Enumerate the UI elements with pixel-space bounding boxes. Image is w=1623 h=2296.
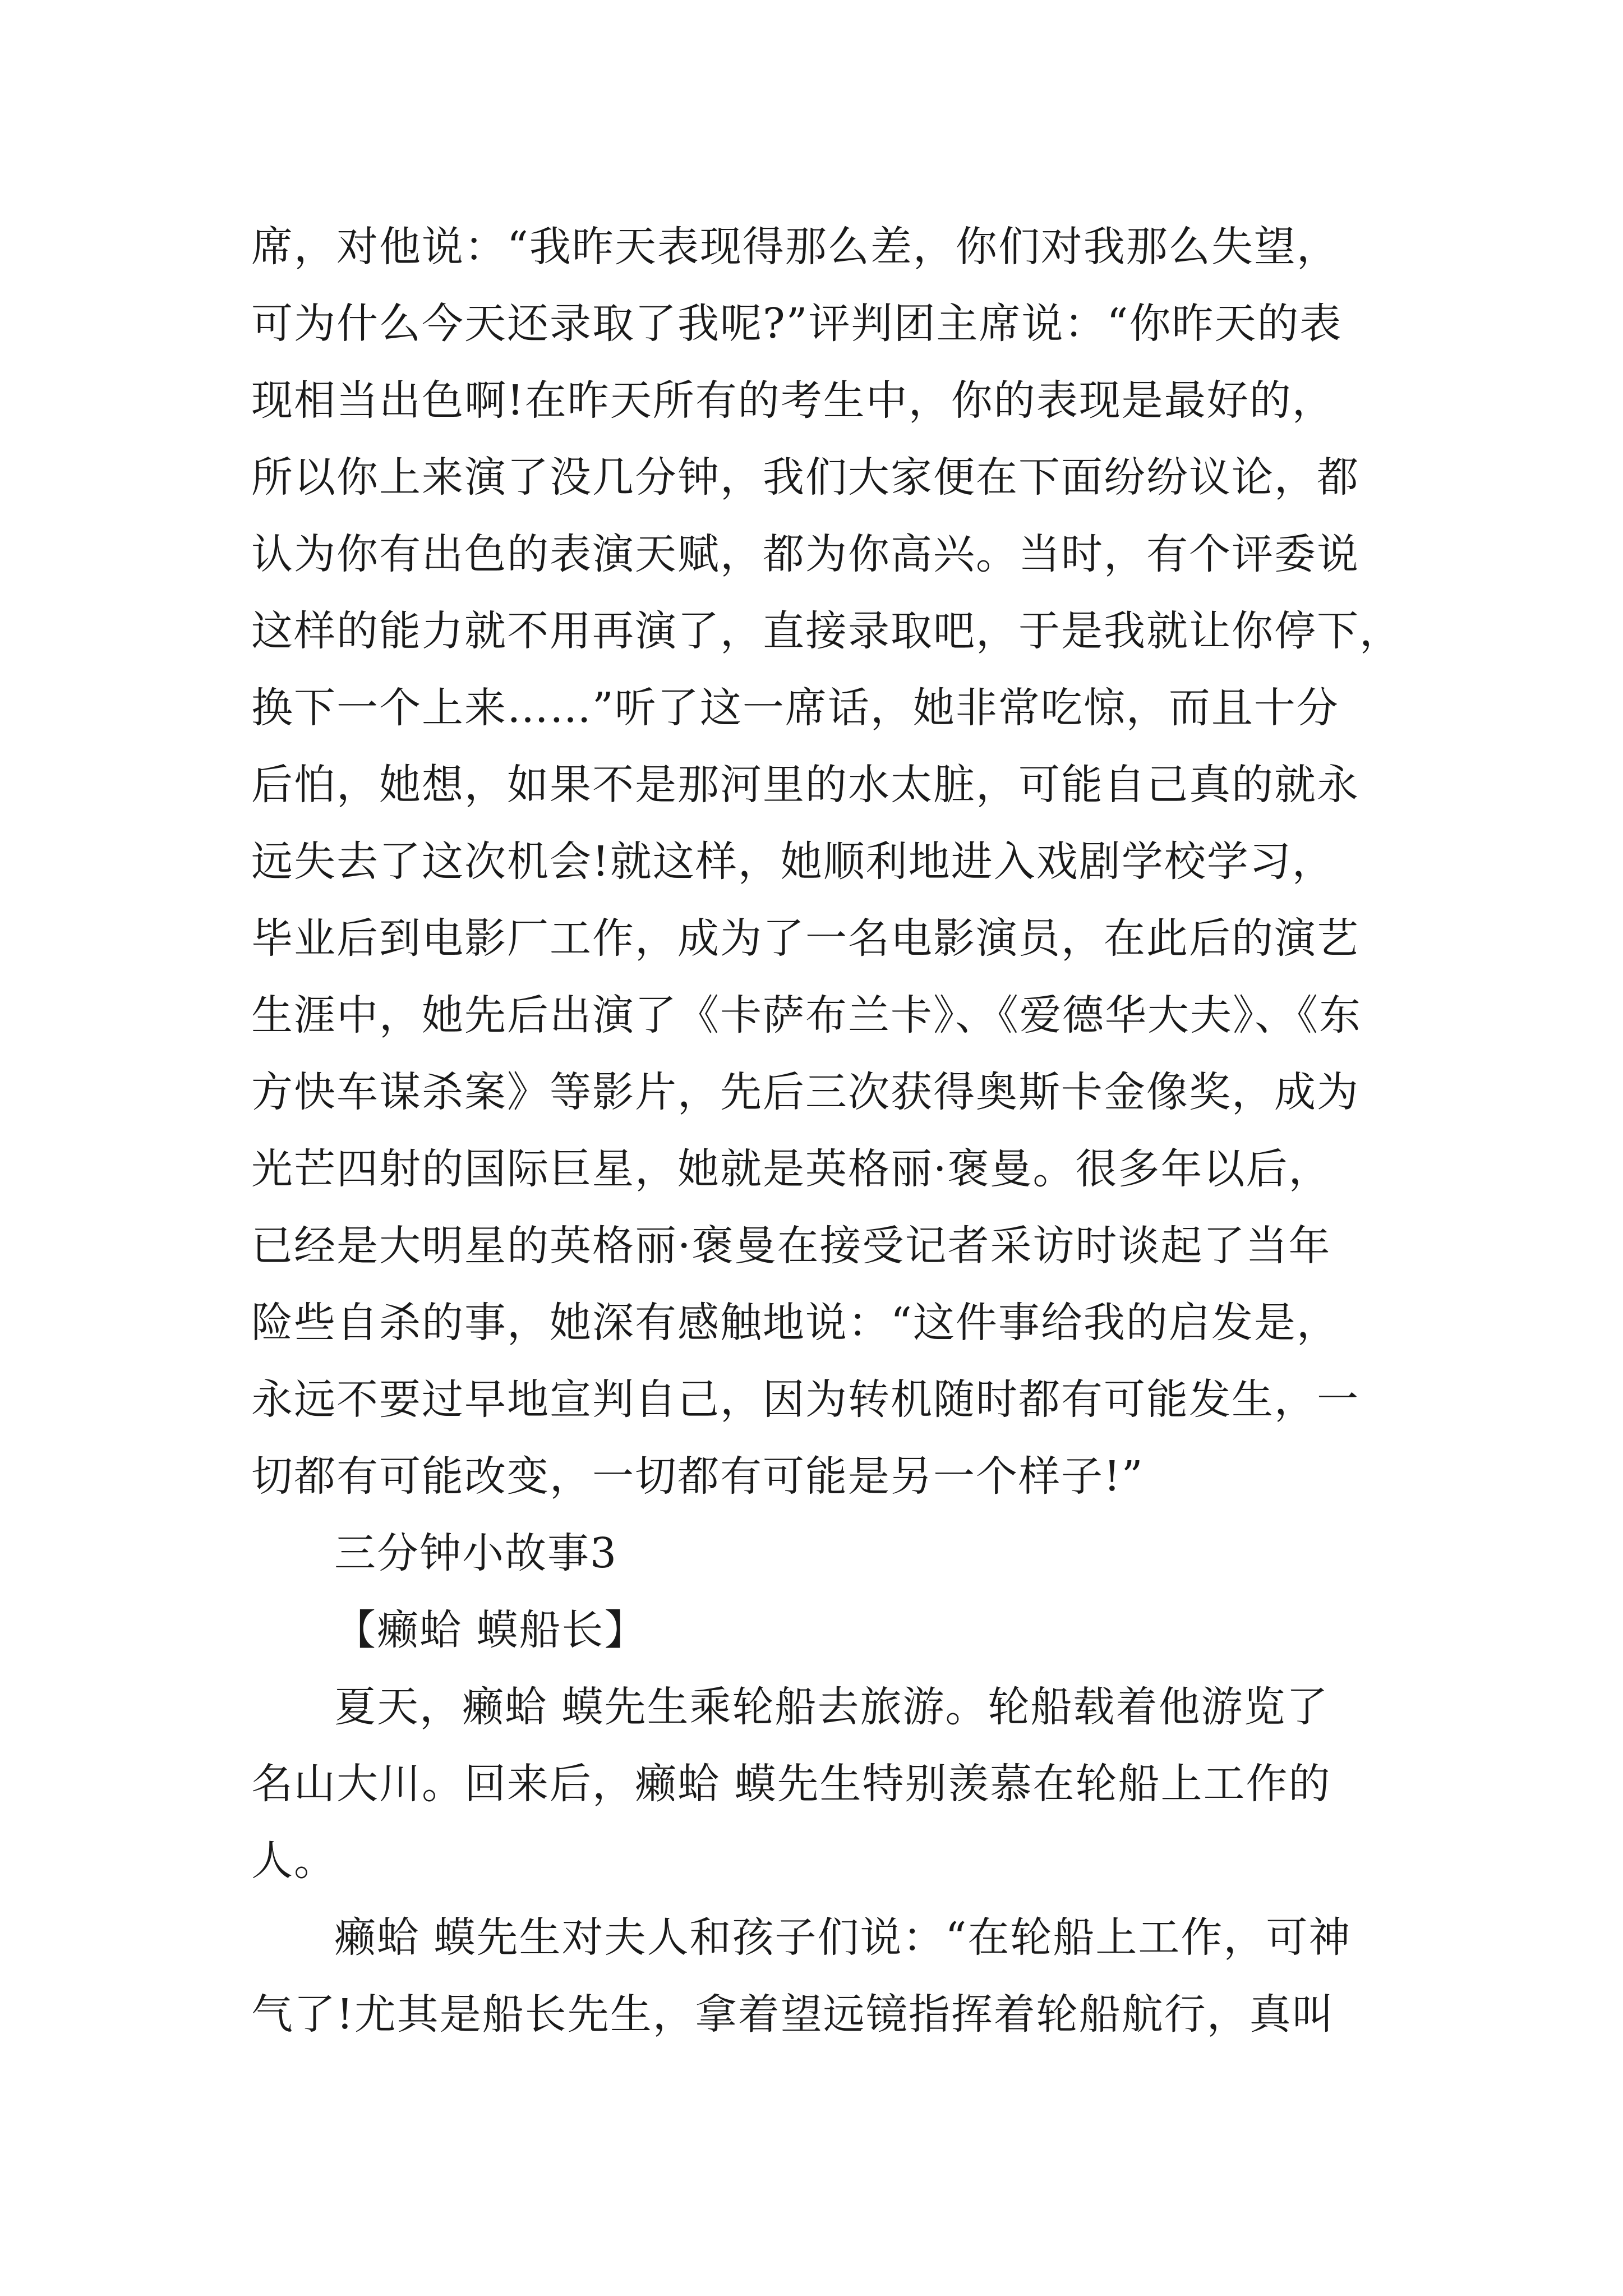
section-heading: 三分钟小故事3 bbox=[334, 1529, 618, 1577]
paragraph-line: 险些自杀的事，她深有感触地说：“这件事给我的启发是， bbox=[251, 1299, 1339, 1347]
paragraph-line: 席，对他说：“我昨天表现得那么差，你们对我那么失望， bbox=[251, 223, 1339, 271]
paragraph-line: 后怕，她想，如果不是那河里的水太脏，可能自己真的就永 bbox=[251, 761, 1359, 809]
paragraph-line: 所以你上来演了没几分钟，我们大家便在下面纷纷议论，都 bbox=[251, 453, 1359, 501]
paragraph-line: 人。 bbox=[251, 1837, 336, 1885]
paragraph-line: 现相当出色啊!在昨天所有的考生中，你的表现是最好的， bbox=[251, 376, 1335, 425]
paragraph-line: 认为你有出色的表演天赋，都为你高兴。当时，有个评委说 bbox=[251, 530, 1359, 578]
paragraph-line: 生涯中，她先后出演了《卡萨布兰卡》、《爱德华大夫》、《东 bbox=[251, 991, 1362, 1039]
paragraph-line: 癞蛤 蟆先生对夫人和孩子们说：“在轮船上工作，可神 bbox=[334, 1913, 1352, 1962]
paragraph-line: 已经是大明星的英格丽·褒曼在接受记者采访时谈起了当年 bbox=[251, 1222, 1331, 1270]
story-title: 【癞蛤 蟆船长】 bbox=[334, 1606, 647, 1654]
paragraph-line: 毕业后到电影厂工作，成为了一名电影演员，在此后的演艺 bbox=[251, 914, 1359, 963]
paragraph-line: 永远不要过早地宣判自己，因为转机随时都有可能发生，一 bbox=[251, 1375, 1359, 1424]
paragraph-line: 夏天，癞蛤 蟆先生乘轮船去旅游。轮船载着他游览了 bbox=[334, 1683, 1329, 1731]
paragraph-line: 远失去了这次机会!就这样，她顺利地进入戏剧学校学习， bbox=[251, 838, 1335, 886]
paragraph-line: 名山大川。回来后，癞蛤 蟆先生特别羡慕在轮船上工作的 bbox=[251, 1760, 1331, 1808]
paragraph-line: 可为什么今天还录取了我呢?”评判团主席说：“你昨天的表 bbox=[251, 300, 1343, 348]
paragraph-line: 切都有可能改变，一切都有可能是另一个样子!” bbox=[251, 1452, 1144, 1501]
paragraph-line: 气了!尤其是船长先生，拿着望远镜指挥着轮船航行，真叫 bbox=[251, 1990, 1335, 2039]
paragraph-line: 换下一个上来……”听了这一席话，她非常吃惊，而且十分 bbox=[251, 684, 1339, 732]
paragraph-line: 这样的能力就不用再演了，直接录取吧，于是我就让你停下， bbox=[251, 607, 1402, 655]
paragraph-line: 光芒四射的国际巨星，她就是英格丽·褒曼。很多年以后， bbox=[251, 1145, 1331, 1193]
paragraph-line: 方快车谋杀案》等影片，先后三次获得奥斯卡金像奖，成为 bbox=[251, 1068, 1359, 1116]
